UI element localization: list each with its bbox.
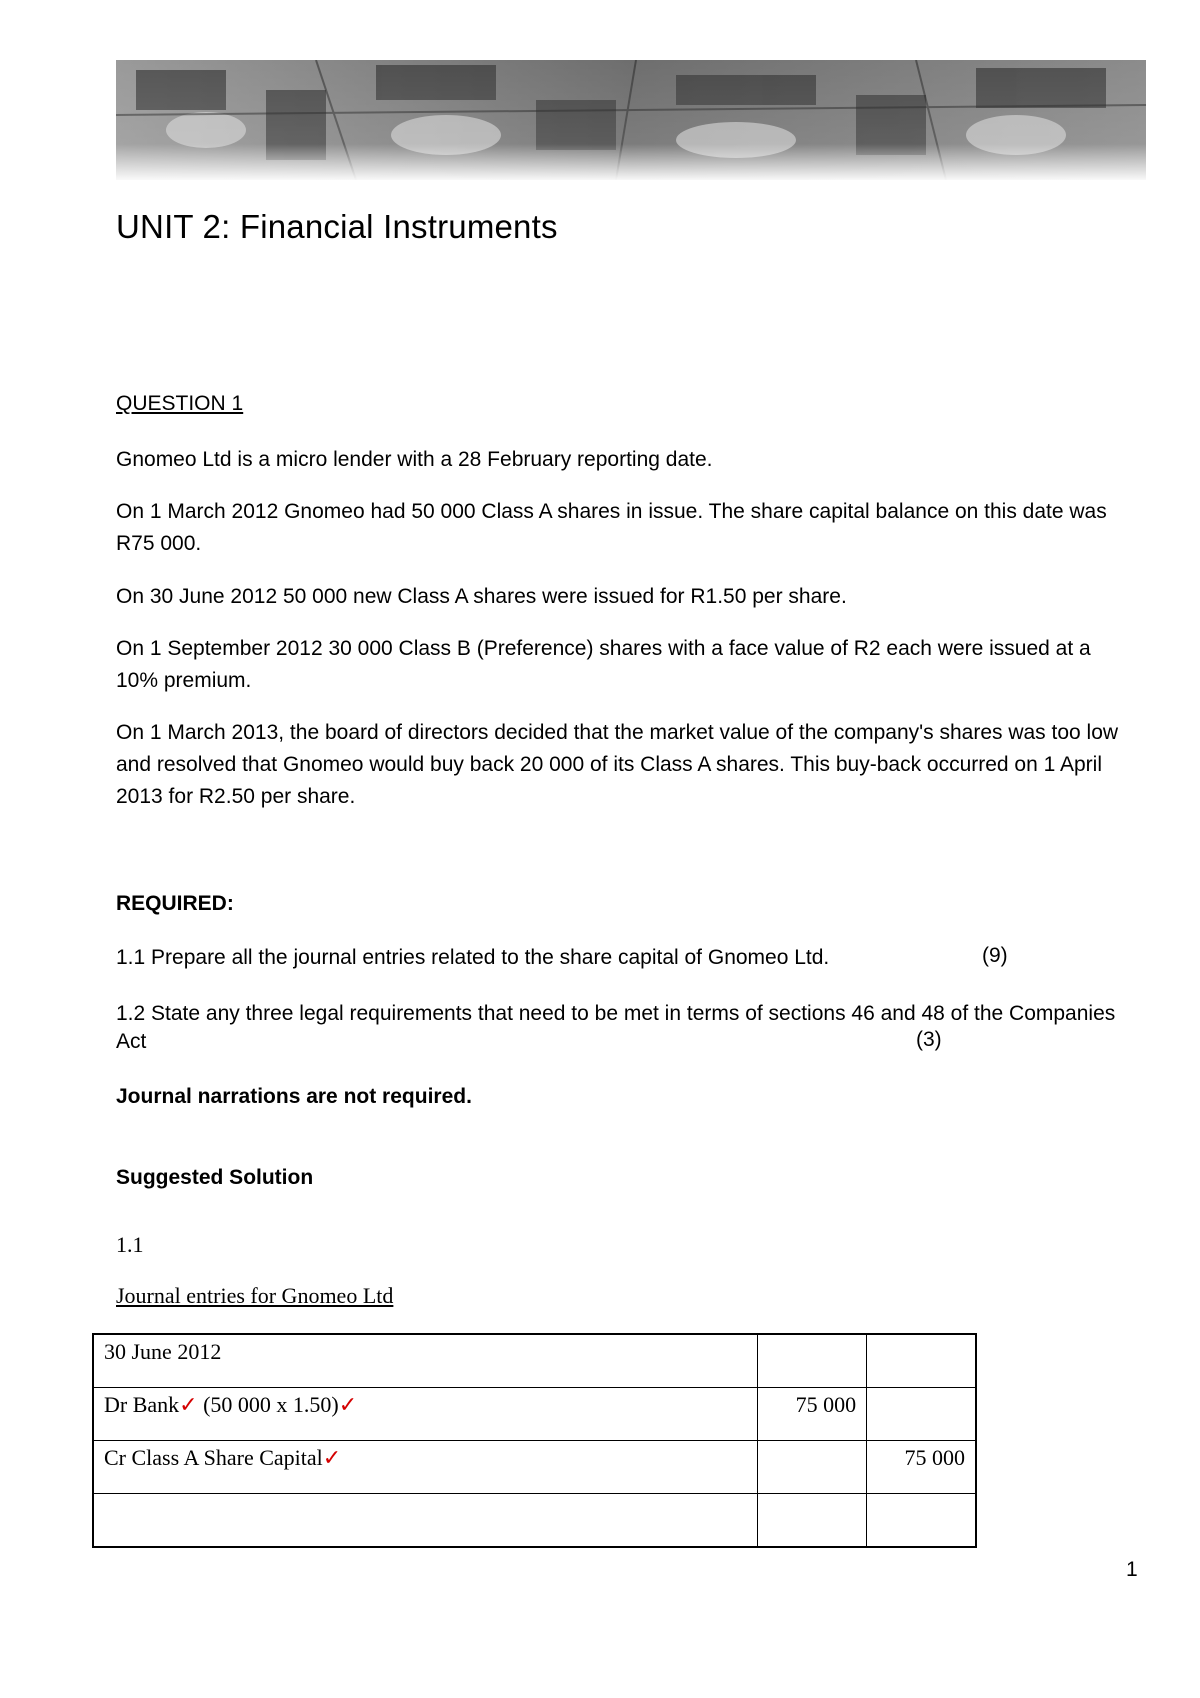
- journal-title: Journal entries for Gnomeo Ltd: [116, 1283, 394, 1308]
- page-number: 1: [1126, 1558, 1138, 1581]
- check-mark-icon: ✓: [322, 1445, 342, 1470]
- solution-number: 1.1: [116, 1232, 144, 1257]
- journal-date: 30 June 2012: [104, 1339, 222, 1364]
- journal-description-cell: [93, 1334, 758, 1388]
- question-heading: QUESTION 1: [116, 392, 244, 415]
- question-paragraph: On 30 June 2012 50 000 new Class A shares were issued for R1.50 per share.: [116, 585, 847, 608]
- table-row: [93, 1494, 976, 1548]
- question-paragraph: On 1 March 2013, the board of directors decided that the market value of the company's shares was too low and resolved that Gnomeo would buy back 20 000 of its Class A shares. This buy-back occurred on 1 April 2013 for R2.50 per share.: [116, 721, 1119, 808]
- table-row: [93, 1388, 976, 1441]
- required-item-marks: (9): [982, 944, 1008, 967]
- journal-account: Dr Bank: [104, 1392, 180, 1417]
- journal-debit-cell: [758, 1494, 867, 1548]
- journal-description-cell: [93, 1494, 758, 1548]
- check-mark-icon: ✓: [179, 1392, 198, 1417]
- required-item-marks: (3): [916, 1028, 942, 1051]
- journal-debit-cell: [758, 1441, 867, 1494]
- page-title: UNIT 2: Financial Instruments: [116, 208, 558, 245]
- note-text: Journal narrations are not required.: [116, 1085, 472, 1108]
- journal-debit-cell: 75 000: [758, 1388, 867, 1441]
- required-item: 1.1 Prepare all the journal entries related to the share capital of Gnomeo Ltd.: [116, 946, 830, 969]
- journal-account: Cr Class A Share Capital: [104, 1445, 323, 1470]
- header-banner-image: [116, 60, 1146, 180]
- check-mark-icon: ✓: [338, 1392, 358, 1417]
- journal-description-cell: [93, 1388, 758, 1441]
- question-paragraph: On 1 March 2012 Gnomeo had 50 000 Class A shares in issue. The share capital balance on this date was R75 000.: [116, 500, 1107, 555]
- table-row: [93, 1441, 976, 1494]
- journal-table: [92, 1333, 977, 1548]
- journal-description-cell: [93, 1441, 758, 1494]
- journal-calculation: (50 000 x 1.50): [197, 1392, 339, 1417]
- journal-debit-cell: [758, 1334, 867, 1388]
- table-row: [93, 1334, 976, 1388]
- journal-credit-cell: [867, 1388, 976, 1441]
- question-paragraph: Gnomeo Ltd is a micro lender with a 28 February reporting date.: [116, 448, 713, 471]
- journal-credit-cell: 75 000: [867, 1441, 976, 1494]
- journal-credit-cell: [867, 1494, 976, 1548]
- required-heading: REQUIRED:: [116, 892, 234, 915]
- required-item: 1.2 State any three legal requirements that need to be met in terms of sections 46 and 48 of the Companies Act: [116, 1002, 1116, 1053]
- question-paragraph: On 1 September 2012 30 000 Class B (Preference) shares with a face value of R2 each were issued at a 10% premium.: [116, 637, 1091, 692]
- journal-credit-cell: [867, 1334, 976, 1388]
- solution-heading: Suggested Solution: [116, 1166, 314, 1189]
